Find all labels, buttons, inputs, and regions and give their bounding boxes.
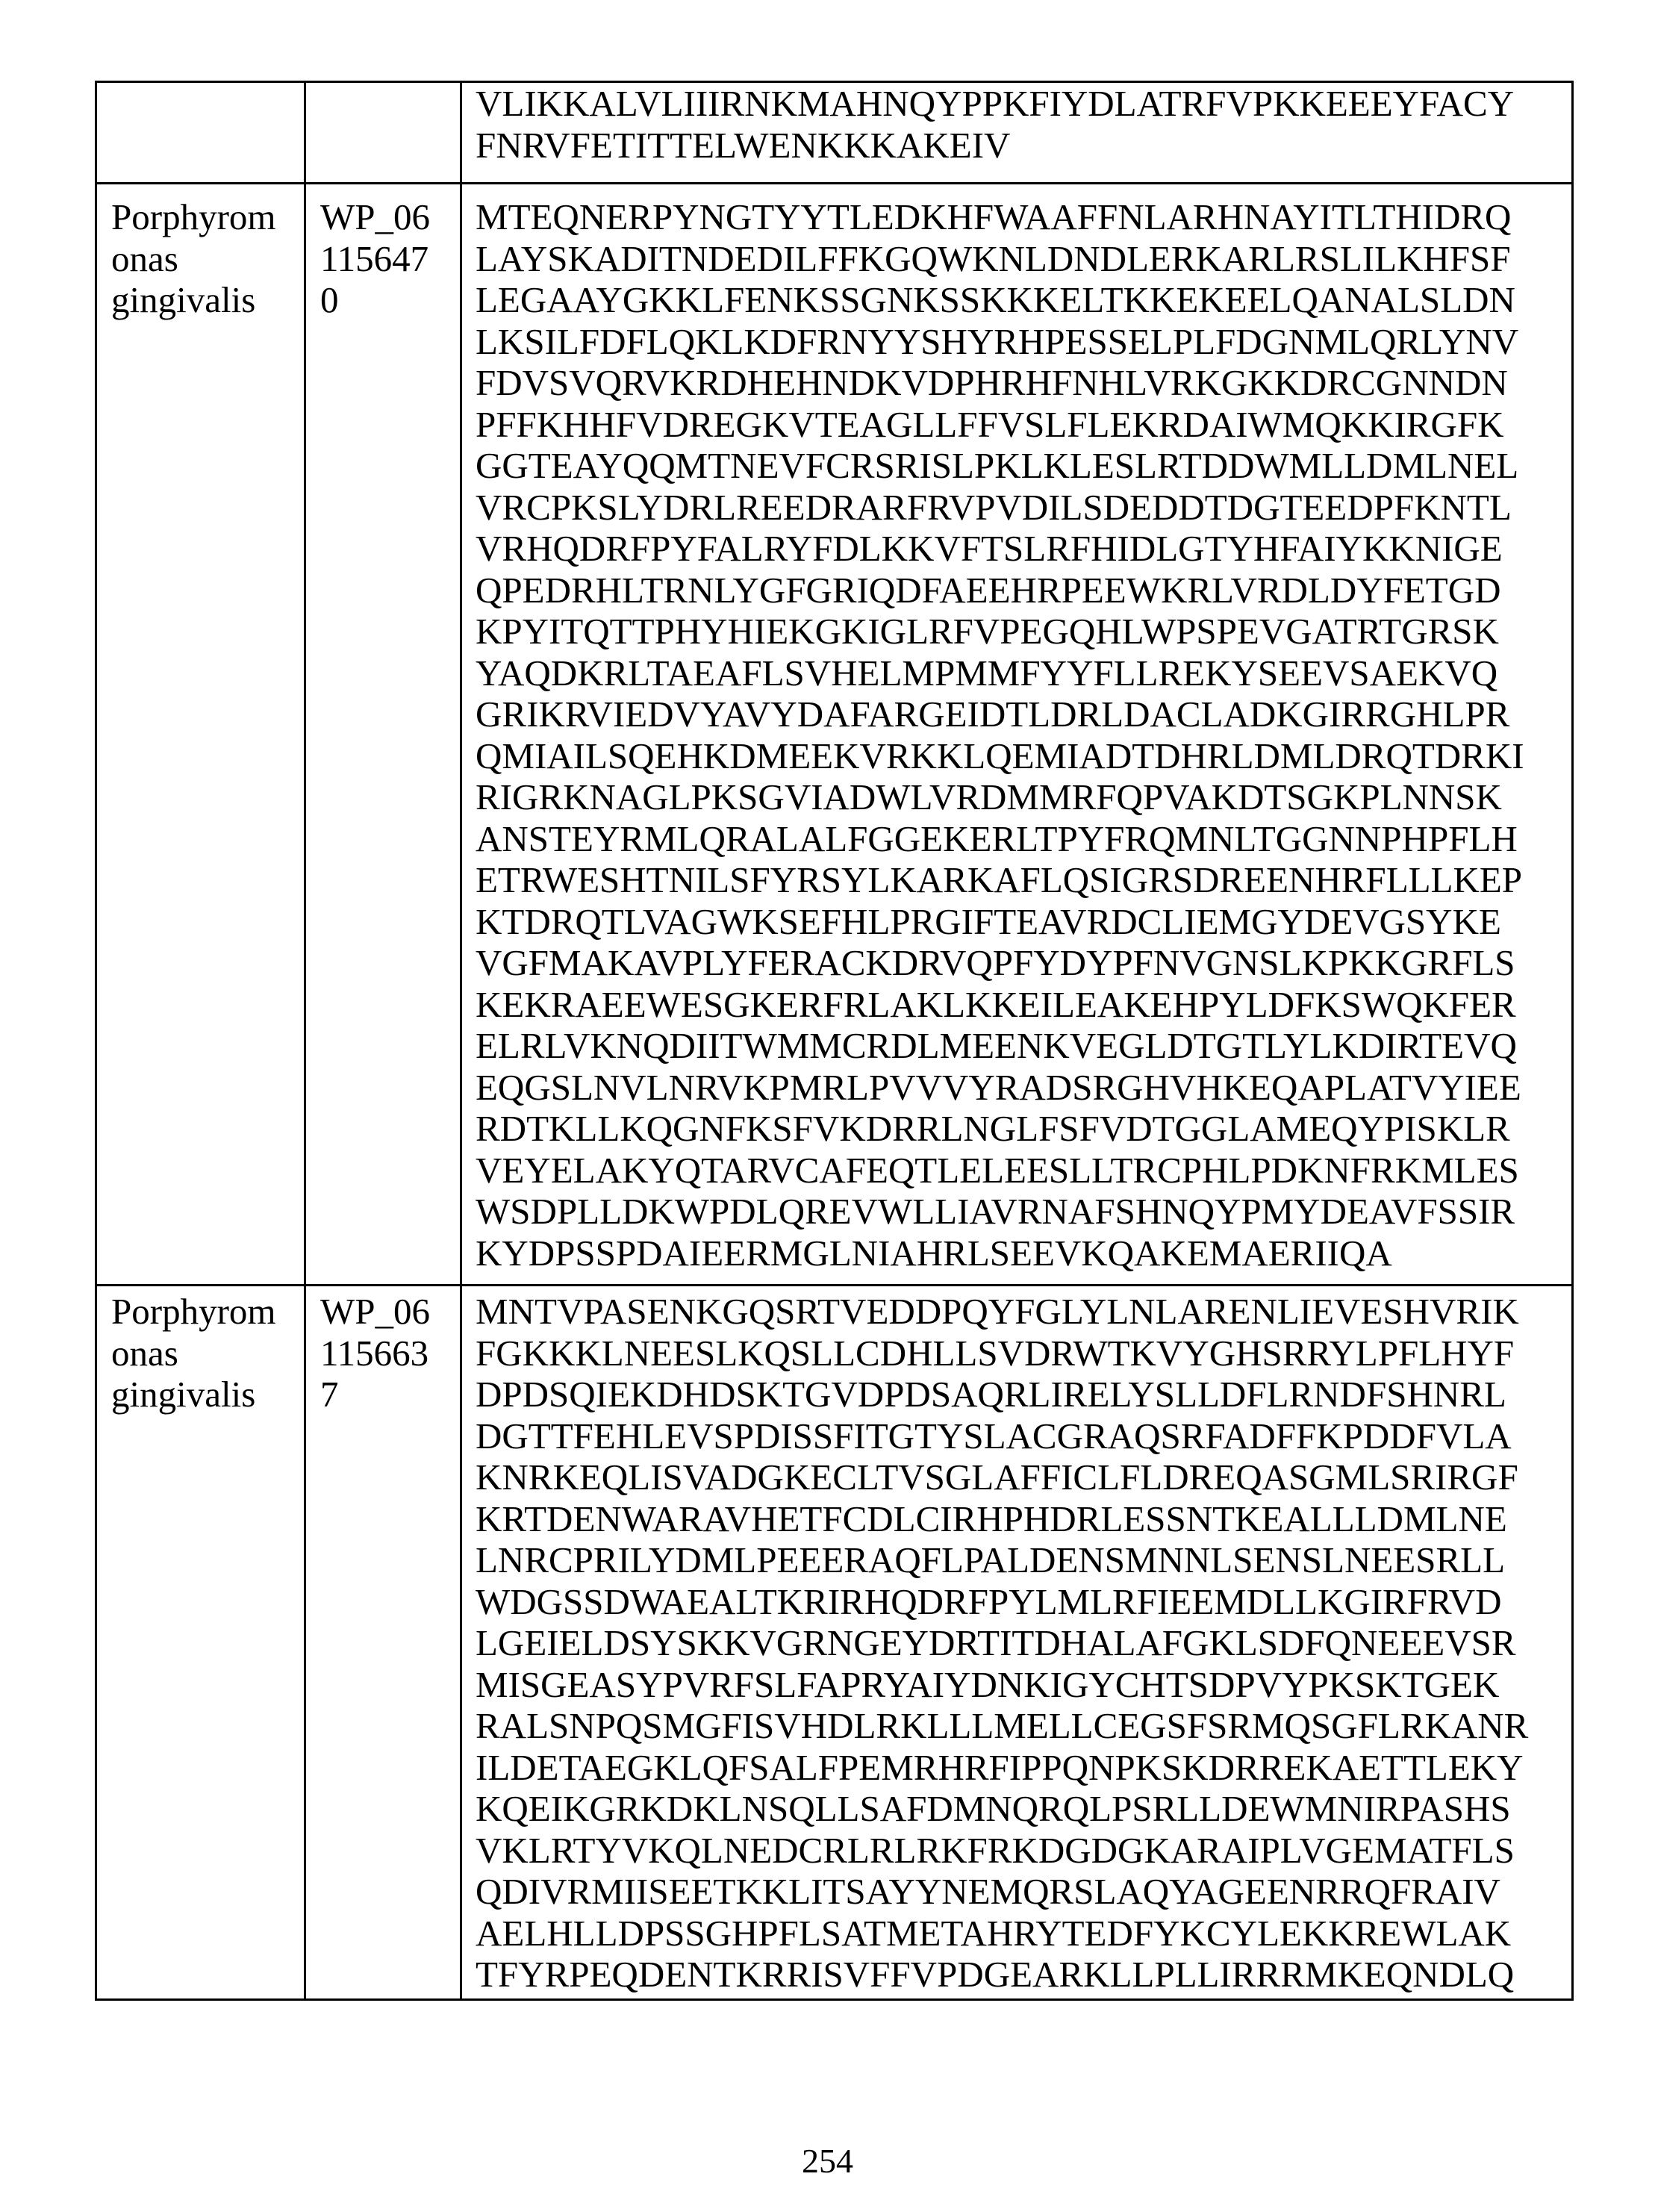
sequence-line: KRTDENWARAVHETFCDLCIRHPHDRLESSNTKEALLLDMLNE xyxy=(476,1498,1565,1540)
sequence-line: LKSILFDFLQKLKDFRNYYSHYRHPESSELPLFDGNMLQRLYNV xyxy=(476,321,1565,363)
sequence-line: KQEIKGRKDKLNSQLLSAFDMNQRQLPSRLLDEWMNIRPASHS xyxy=(476,1788,1565,1830)
sequence-line: QMIAILSQEHKDMEEKVRKKLQEMIADTDHRLDMLDRQTDRKI xyxy=(476,735,1565,777)
organism-line: gingivalis xyxy=(111,1374,304,1415)
sequence-line: ELRLVKNQDIITWMMCRDLMEENKVEGLDTGTLYLKDIRTEVQ xyxy=(476,1025,1565,1067)
sequence-line: KEKRAEEWESGKERFRLAKLKKEILEAKEHPYLDFKSWQKFER xyxy=(476,984,1565,1026)
sequence-line: AELHLLDPSSGHPFLSATMETAHRYTEDFYKCYLEKKREWLAK xyxy=(476,1913,1565,1954)
sequence-line: VRCPKSLYDRLREEDRARFRVPVDILSDEDDTDGTEEDPFKNTL xyxy=(476,487,1565,529)
sequence-line: RDTKLLKQGNFKSFVKDRRLNGLFSFVDTGGLAMEQYPISKLR xyxy=(476,1108,1565,1150)
accession-cell xyxy=(305,82,461,184)
sequence-line: VGFMAKAVPLYFERACKDRVQPFYDYPFNVGNSLKPKKGRFLS xyxy=(476,942,1565,984)
sequence-line: LNRCPRILYDMLPEEERAQFLPALDENSMNNLSENSLNEESRLL xyxy=(476,1539,1565,1581)
sequence-line: LEGAAYGKKLFENKSSGNKSSKKKELTKKEKEELQANALSLDN xyxy=(476,279,1565,321)
sequence-cell xyxy=(461,82,1573,184)
sequence-line: EQGSLNVLNRVKPMRLPVVVYRADSRGHVHKEQAPLATVYIEE xyxy=(476,1067,1565,1109)
accession-line: 7 xyxy=(320,1374,460,1415)
sequence-line: VKLRTYVKQLNEDCRLRLRKFRKDGDGKARAIPLVGEMATFLS xyxy=(476,1830,1565,1872)
sequence-line: QDIVRMIISEETKKLITSAYYNEMQRSLAQYAGEENRRQFRAIV xyxy=(476,1871,1565,1913)
sequence-line: KNRKEQLISVADGKECLTVSGLAFFICLFLDREQASGMLSRIRGF xyxy=(476,1457,1565,1498)
sequence-line: KYDPSSPDAIEERMGLNIAHRLSEEVKQAKEMAERIIQA xyxy=(476,1233,1565,1274)
accession-line: 115663 xyxy=(320,1333,460,1374)
sequence-table xyxy=(95,81,1574,2001)
sequence-line: QPEDRHLTRNLYGFGRIQDFAEEHRPEEWKRLVRDLDYFETGD xyxy=(476,570,1565,611)
sequence-cell xyxy=(461,184,1573,1286)
sequence-line: GGTEAYQQMTNEVFCRSRISLPKLKLESLRTDDWMLLDMLNEL xyxy=(476,445,1565,487)
sequence-line: YAQDKRLTAEAFLSVHELMPMMFYYFLLREKYSEEVSAEKVQ xyxy=(476,652,1565,694)
organism-cell xyxy=(96,82,305,184)
table-row xyxy=(96,82,1573,184)
sequence-line: FDVSVQRVKRDHEHNDKVDPHRHFNHLVRKGKKDRCGNNDN xyxy=(476,362,1565,404)
organism-line: Porphyrom xyxy=(111,196,304,238)
sequence-line: ILDETAEGKLQFSALFPEMRHRFIPPQNPKSKDRREKAETTLEKY xyxy=(476,1747,1565,1789)
table-row xyxy=(96,1286,1573,2000)
sequence-line: VRHQDRFPYFALRYFDLKKVFTSLRFHIDLGTYHFAIYKKNIGE xyxy=(476,528,1565,570)
sequence-line: FGKKKLNEESLKQSLLCDHLLSVDRWTKVYGHSRRYLPFLHYF xyxy=(476,1333,1565,1374)
organism-cell xyxy=(96,184,305,1286)
sequence-line: MNTVPASENKGQSRTVEDDPQYFGLYLNLARENLIEVESHVRIK xyxy=(476,1291,1565,1333)
sequence-line: KTDRQTLVAGWKSEFHLPRGIFTEAVRDCLIEMGYDEVGSYKE xyxy=(476,901,1565,943)
accession-line: WP_06 xyxy=(320,196,460,238)
sequence-line: ETRWESHTNILSFYRSYLKARKAFLQSIGRSDREENHRFLLLKEP xyxy=(476,859,1565,901)
sequence-line: KPYITQTTPHYHIEKGKIGLRFVPEGQHLWPSPEVGATRTGRSK xyxy=(476,611,1565,652)
accession-cell xyxy=(305,184,461,1286)
organism-line: gingivalis xyxy=(111,279,304,321)
sequence-line: MTEQNERPYNGTYYTLEDKHFWAAFFNLARHNAYITLTHIDRQ xyxy=(476,196,1565,238)
sequence-line: TFYRPEQDENTKRRISVFFVPDGEARKLLPLLIRRRMKEQNDLQ xyxy=(476,1954,1565,1996)
organism-cell xyxy=(96,1286,305,2000)
sequence-cell xyxy=(461,1286,1573,2000)
sequence-line: PFFKHHFVDREGKVTEAGLLFFVSLFLEKRDAIWMQKKIRGFK xyxy=(476,404,1565,446)
sequence-line: WSDPLLDKWPDLQREVWLLIAVRNAFSHNQYPMYDEAVFSSIR xyxy=(476,1191,1565,1233)
sequence-line: MISGEASYPVRFSLFAPRYAIYDNKIGYCHTSDPVYPKSKTGEK xyxy=(476,1664,1565,1706)
table-row xyxy=(96,184,1573,1286)
sequence-line: ANSTEYRMLQRALALFGGEKERLTPYFRQMNLTGGNNPHPFLH xyxy=(476,818,1565,860)
sequence-line: LGEIELDSYSKKVGRNGEYDRTITDHALAFGKLSDFQNEEEVSR xyxy=(476,1622,1565,1664)
sequence-line: RALSNPQSMGFISVHDLRKLLLMELLCEGSFSRMQSGFLRKANR xyxy=(476,1705,1565,1747)
sequence-line: FNRVFETITTELWENKKKAKEIV xyxy=(476,125,1565,166)
organism-line: Porphyrom xyxy=(111,1291,304,1333)
sequence-line: DPDSQIEKDHDSKTGVDPDSAQRLIRELYSLLDFLRNDFSHNRL xyxy=(476,1374,1565,1415)
accession-cell xyxy=(305,1286,461,2000)
accession-line: 115647 xyxy=(320,238,460,280)
page-number: 254 xyxy=(0,2141,1655,2181)
organism-line: onas xyxy=(111,1333,304,1374)
accession-line: WP_06 xyxy=(320,1291,460,1333)
sequence-line: DGTTFEHLEVSPDISSFITGTYSLACGRAQSRFADFFKPDDFVLA xyxy=(476,1415,1565,1457)
sequence-line: VLIKKALVLIIIRNKMAHNQYPPKFIYDLATRFVPKKEEEYFACY xyxy=(476,83,1565,125)
accession-line: 0 xyxy=(320,279,460,321)
sequence-line: WDGSSDWAEALTKRIRHQDRFPYLMLRFIEEMDLLKGIRFRVD xyxy=(476,1581,1565,1623)
sequence-line: RIGRKNAGLPKSGVIADWLVRDMMRFQPVAKDTSGKPLNNSK xyxy=(476,776,1565,818)
sequence-line: GRIKRVIEDVYAVYDAFARGEIDTLDRLDACLADKGIRRGHLPR xyxy=(476,694,1565,735)
sequence-line: LAYSKADITNDEDILFFKGQWKNLDNDLERKARLRSLILKHFSF xyxy=(476,238,1565,280)
sequence-line: VEYELAKYQTARVCAFEQTLELEESLLTRCPHLPDKNFRKMLES xyxy=(476,1150,1565,1191)
organism-line: onas xyxy=(111,238,304,280)
